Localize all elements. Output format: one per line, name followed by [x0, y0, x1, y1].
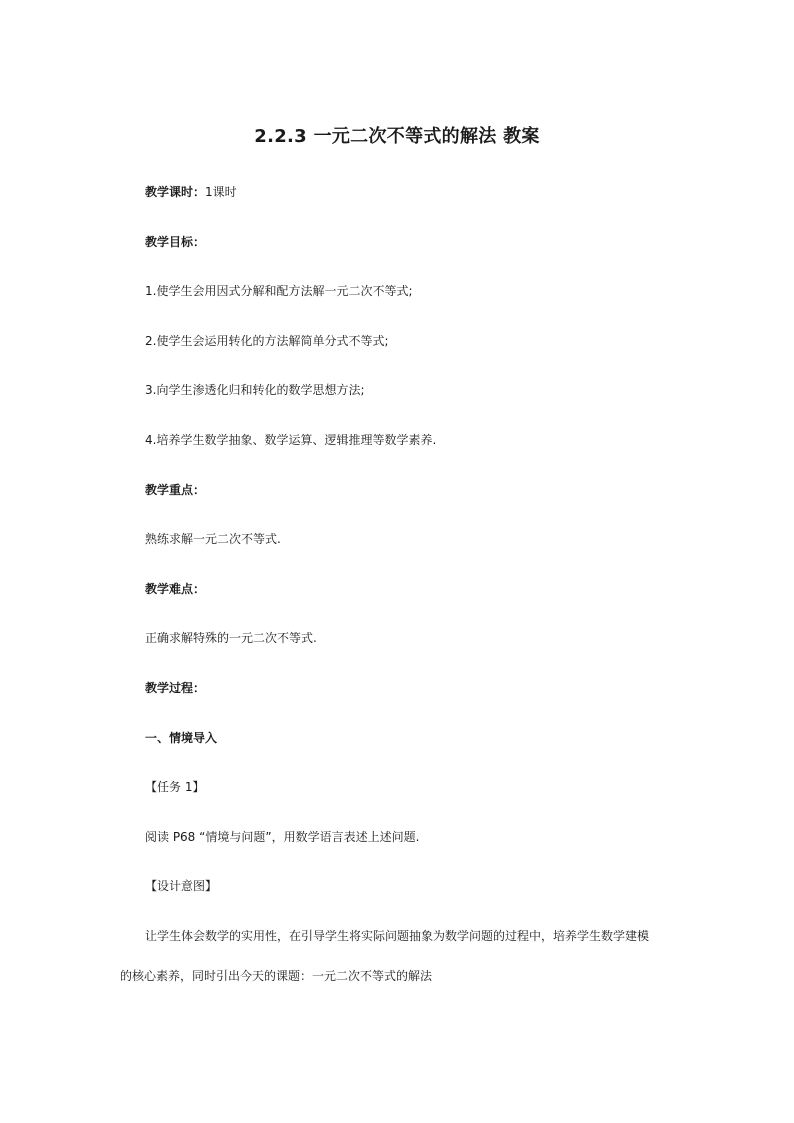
objective-item: 2.使学生会运用转化的方法解简单分式不等式;	[145, 334, 389, 348]
objective-item: 1.使学生会用因式分解和配方法解一元二次不等式;	[145, 284, 413, 298]
section1-heading: 一、情境导入	[145, 731, 218, 745]
class-hours-label: 教学课时：	[145, 185, 206, 199]
design-intent-label: 【设计意图】	[145, 879, 218, 893]
class-hours-line	[145, 184, 237, 200]
task1-text: 阅读 P68 “情境与问题”，用数学语言表述上述问题.	[145, 830, 420, 844]
design-intent-text: 让学生体会数学的实用性，在引导学生将实际问题抽象为数学问题的过程中，培养学生数学建模	[145, 929, 650, 943]
difficult-points-heading: 教学难点：	[145, 582, 206, 596]
design-intent-text-continued: 的核心素养，同时引出今天的课题：一元二次不等式的解法	[120, 969, 433, 983]
class-hours-value: 1课时	[205, 185, 237, 199]
key-points-text: 熟练求解一元二次不等式.	[145, 532, 281, 546]
process-heading: 教学过程：	[145, 681, 206, 695]
difficult-points-text: 正确求解特殊的一元二次不等式.	[145, 631, 317, 645]
key-points-heading: 教学重点：	[145, 483, 206, 497]
task1-label: 【任务 1】	[145, 780, 205, 794]
objective-item: 3.向学生渗透化归和转化的数学思想方法;	[145, 383, 365, 397]
document-title: 2.2.3 一元二次不等式的解法 教案	[254, 126, 540, 147]
objectives-heading: 教学目标：	[145, 235, 206, 249]
objective-item: 4.培养学生数学抽象、数学运算、逻辑推理等数学素养.	[145, 433, 437, 447]
